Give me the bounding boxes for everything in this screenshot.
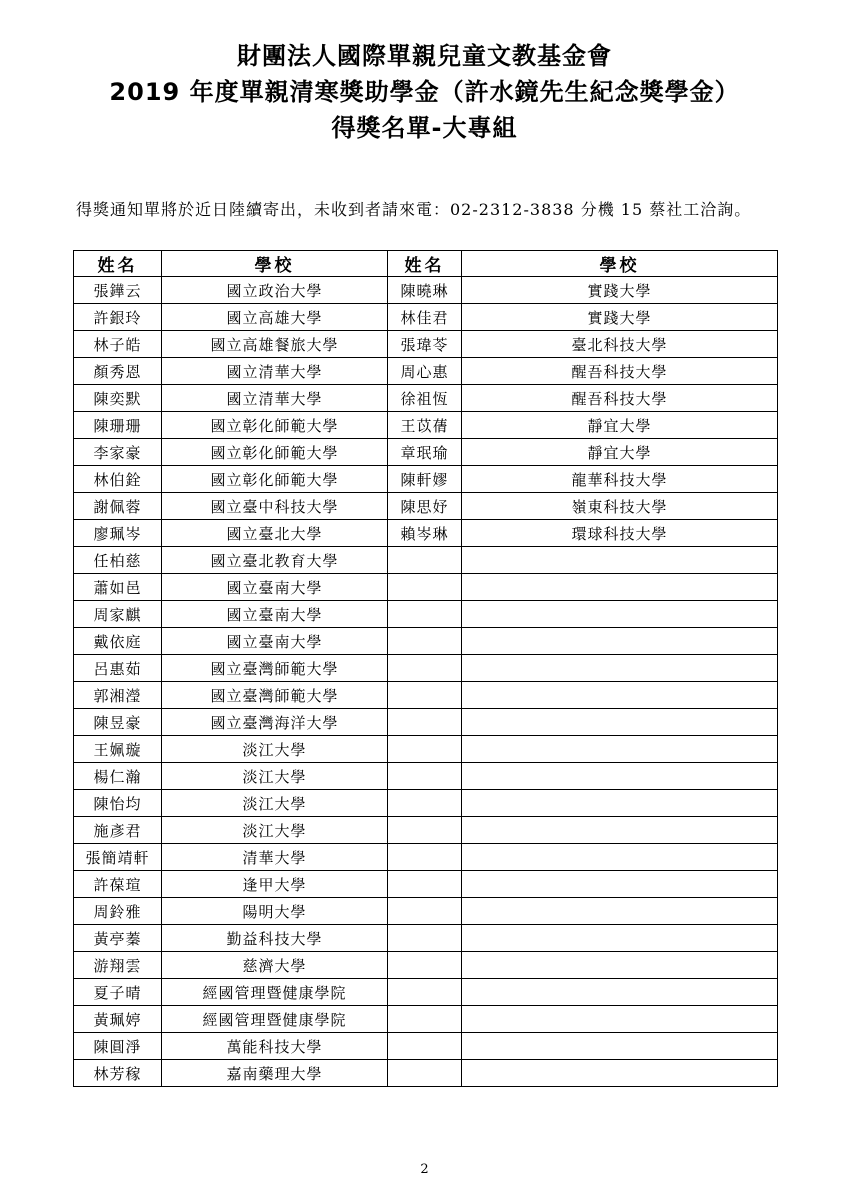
notice-text: 得獎通知單將於近日陸續寄出，未收到者請來電：02-2312-3838 分機 15 蔡社工洽詢。 [76, 200, 752, 219]
winner-school-cell: 臺北科技大學 [462, 331, 778, 358]
winner-name-cell: 張簡靖軒 [74, 844, 162, 871]
winner-school-cell [462, 574, 778, 601]
table-row [74, 1060, 778, 1087]
winner-name-cell: 章珉瑜 [388, 439, 462, 466]
table-row [74, 628, 778, 655]
winner-name-cell: 張鏵云 [74, 277, 162, 304]
table-row [74, 520, 778, 547]
table-row [74, 547, 778, 574]
table-row [74, 925, 778, 952]
winner-school-cell: 靜宜大學 [462, 412, 778, 439]
winner-name-cell [388, 1006, 462, 1033]
winner-school-cell: 國立清華大學 [162, 385, 388, 412]
winner-school-cell [462, 979, 778, 1006]
table-row [74, 493, 778, 520]
table-header-row [74, 251, 778, 277]
winner-school-cell: 國立臺灣海洋大學 [162, 709, 388, 736]
winner-school-cell: 國立高雄餐旅大學 [162, 331, 388, 358]
winner-name-cell: 黃珮婷 [74, 1006, 162, 1033]
winner-school-cell: 淡江大學 [162, 736, 388, 763]
winner-school-cell: 勤益科技大學 [162, 925, 388, 952]
table-row [74, 277, 778, 304]
winner-name-cell [388, 952, 462, 979]
winner-school-cell [462, 601, 778, 628]
winner-name-cell: 徐祖恆 [388, 385, 462, 412]
winner-school-cell: 靜宜大學 [462, 439, 778, 466]
header-school-left: 學校 [162, 251, 388, 277]
winner-school-cell: 國立彰化師範大學 [162, 439, 388, 466]
winner-name-cell [388, 790, 462, 817]
winner-school-cell: 國立彰化師範大學 [162, 412, 388, 439]
table-body [74, 277, 778, 1087]
table-row [74, 412, 778, 439]
winner-school-cell: 淡江大學 [162, 790, 388, 817]
winner-name-cell: 賴岑琳 [388, 520, 462, 547]
winner-school-cell: 國立臺北大學 [162, 520, 388, 547]
winner-name-cell: 楊仁瀚 [74, 763, 162, 790]
winner-name-cell [388, 871, 462, 898]
table-row [74, 439, 778, 466]
winner-school-cell: 國立臺灣師範大學 [162, 682, 388, 709]
winner-school-cell [462, 871, 778, 898]
foundation-title: 財團法人國際單親兒童文教基金會 [237, 42, 612, 70]
winner-school-cell [462, 790, 778, 817]
table-row [74, 790, 778, 817]
winner-name-cell: 林伯銓 [74, 466, 162, 493]
winner-name-cell: 游翔雲 [74, 952, 162, 979]
winner-school-cell [462, 628, 778, 655]
winner-name-cell: 呂惠茹 [74, 655, 162, 682]
table-row [74, 1033, 778, 1060]
winner-name-cell: 周心惠 [388, 358, 462, 385]
winner-school-cell [462, 682, 778, 709]
winner-name-cell: 周鈴雅 [74, 898, 162, 925]
winner-name-cell: 黃亭蓁 [74, 925, 162, 952]
winner-school-cell: 經國管理暨健康學院 [162, 1006, 388, 1033]
winner-name-cell: 王姵璇 [74, 736, 162, 763]
winner-school-cell: 國立臺南大學 [162, 628, 388, 655]
table-row [74, 709, 778, 736]
winner-school-cell: 國立臺中科技大學 [162, 493, 388, 520]
winner-school-cell: 國立臺南大學 [162, 574, 388, 601]
winner-school-cell [462, 547, 778, 574]
winner-school-cell: 龍華科技大學 [462, 466, 778, 493]
table-row [74, 763, 778, 790]
winner-school-cell [462, 736, 778, 763]
table-row [74, 1006, 778, 1033]
winner-school-cell [462, 655, 778, 682]
winner-school-cell: 淡江大學 [162, 763, 388, 790]
table-row [74, 817, 778, 844]
winner-school-cell: 淡江大學 [162, 817, 388, 844]
winner-school-cell: 萬能科技大學 [162, 1033, 388, 1060]
winner-name-cell: 許葆瑄 [74, 871, 162, 898]
winner-school-cell: 醒吾科技大學 [462, 385, 778, 412]
winner-name-cell: 李家豪 [74, 439, 162, 466]
table-row [74, 331, 778, 358]
winner-name-cell: 王苡蒨 [388, 412, 462, 439]
table-row [74, 952, 778, 979]
table-row [74, 898, 778, 925]
winner-name-cell [388, 736, 462, 763]
winner-school-cell: 醒吾科技大學 [462, 358, 778, 385]
winner-school-cell: 陽明大學 [162, 898, 388, 925]
table-row [74, 601, 778, 628]
table-row [74, 844, 778, 871]
header-name-right: 姓名 [388, 251, 462, 277]
winner-name-cell: 陳曉琳 [388, 277, 462, 304]
winner-school-cell: 國立臺南大學 [162, 601, 388, 628]
winner-school-cell: 國立彰化師範大學 [162, 466, 388, 493]
winner-school-cell [462, 1033, 778, 1060]
winner-name-cell: 郭湘瀅 [74, 682, 162, 709]
table-row [74, 385, 778, 412]
winner-name-cell [388, 655, 462, 682]
page-number: 2 [420, 1162, 429, 1177]
winner-name-cell: 林佳君 [388, 304, 462, 331]
winners-table [73, 250, 778, 1087]
winner-school-cell: 嶺東科技大學 [462, 493, 778, 520]
header-school-right: 學校 [462, 251, 778, 277]
header-name-left: 姓名 [74, 251, 162, 277]
table-row [74, 682, 778, 709]
winner-school-cell: 慈濟大學 [162, 952, 388, 979]
table-row [74, 466, 778, 493]
document-header [0, 38, 849, 146]
table-row [74, 979, 778, 1006]
winner-name-cell: 陳奕默 [74, 385, 162, 412]
winner-name-cell: 林芳稼 [74, 1060, 162, 1087]
winner-name-cell [388, 601, 462, 628]
winner-name-cell [388, 1033, 462, 1060]
winner-name-cell [388, 817, 462, 844]
winner-name-cell [388, 574, 462, 601]
winner-name-cell [388, 1060, 462, 1087]
table-row [74, 304, 778, 331]
winner-school-cell: 實踐大學 [462, 304, 778, 331]
winner-name-cell: 林子皓 [74, 331, 162, 358]
winner-name-cell [388, 844, 462, 871]
winner-school-cell: 國立高雄大學 [162, 304, 388, 331]
winner-name-cell: 謝佩蓉 [74, 493, 162, 520]
winner-name-cell: 戴依庭 [74, 628, 162, 655]
winner-name-cell [388, 682, 462, 709]
winner-name-cell: 廖珮岑 [74, 520, 162, 547]
winner-name-cell: 施彥君 [74, 817, 162, 844]
table-row [74, 871, 778, 898]
winner-school-cell [462, 1060, 778, 1087]
winner-name-cell: 周家麒 [74, 601, 162, 628]
winner-school-cell [462, 1006, 778, 1033]
winner-name-cell [388, 898, 462, 925]
winner-school-cell [462, 952, 778, 979]
winner-name-cell: 陳昱豪 [74, 709, 162, 736]
winner-school-cell [462, 844, 778, 871]
winner-school-cell [462, 709, 778, 736]
table-row [74, 655, 778, 682]
winner-school-cell: 清華大學 [162, 844, 388, 871]
winner-name-cell: 張瑋苓 [388, 331, 462, 358]
winner-name-cell: 陳思妤 [388, 493, 462, 520]
winner-name-cell: 任柏慈 [74, 547, 162, 574]
scholarship-title: 2019 年度單親清寒獎助學金（許水鏡先生紀念獎學金） [109, 78, 740, 106]
winner-name-cell [388, 979, 462, 1006]
winner-school-cell: 逢甲大學 [162, 871, 388, 898]
winner-name-cell [388, 763, 462, 790]
winner-name-cell: 陳珊珊 [74, 412, 162, 439]
winner-name-cell [388, 709, 462, 736]
winner-name-cell [388, 547, 462, 574]
winner-school-cell: 嘉南藥理大學 [162, 1060, 388, 1087]
winner-school-cell: 經國管理暨健康學院 [162, 979, 388, 1006]
winner-name-cell: 陳怡均 [74, 790, 162, 817]
winner-name-cell: 許銀玲 [74, 304, 162, 331]
winner-name-cell: 陳軒嫪 [388, 466, 462, 493]
winner-school-cell: 國立臺灣師範大學 [162, 655, 388, 682]
winner-school-cell [462, 898, 778, 925]
winner-school-cell: 環球科技大學 [462, 520, 778, 547]
winner-name-cell [388, 925, 462, 952]
winner-school-cell: 國立政治大學 [162, 277, 388, 304]
table-row [74, 736, 778, 763]
winner-name-cell: 夏子晴 [74, 979, 162, 1006]
winner-school-cell [462, 763, 778, 790]
winner-school-cell: 國立臺北教育大學 [162, 547, 388, 574]
winner-name-cell: 顏秀恩 [74, 358, 162, 385]
table-row [74, 574, 778, 601]
winner-name-cell [388, 628, 462, 655]
table-row [74, 358, 778, 385]
list-title: 得獎名單-大專組 [331, 114, 518, 142]
winner-school-cell [462, 817, 778, 844]
winner-school-cell: 實踐大學 [462, 277, 778, 304]
winner-name-cell: 蕭如邑 [74, 574, 162, 601]
winner-school-cell [462, 925, 778, 952]
winner-school-cell: 國立清華大學 [162, 358, 388, 385]
winner-name-cell: 陳圓淨 [74, 1033, 162, 1060]
